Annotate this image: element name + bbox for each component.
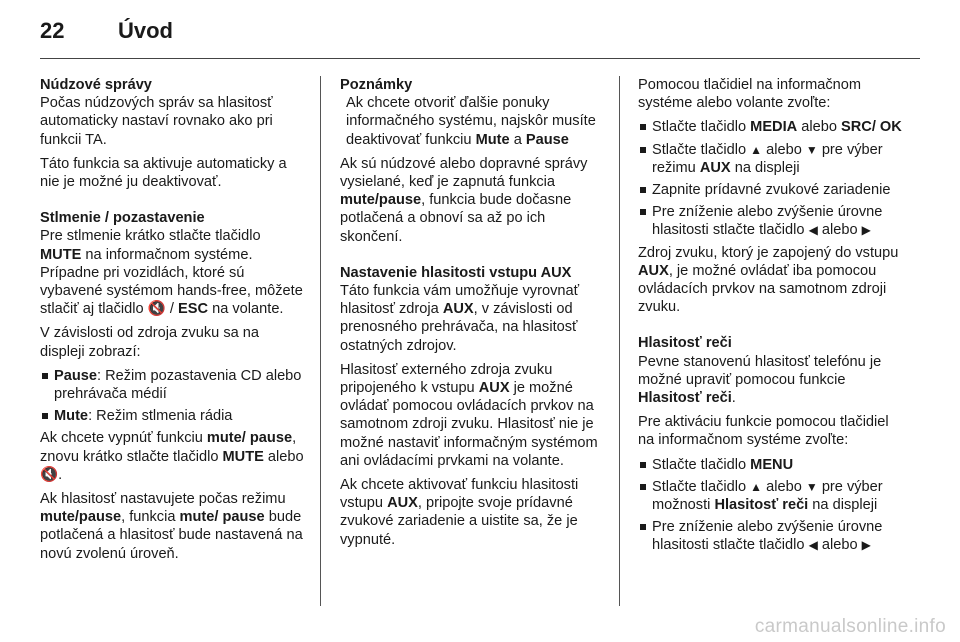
bullet-list: [638, 456, 904, 555]
column-right: [638, 76, 904, 559]
paragraph: V závislosti od zdroja zvuku sa na displeji zobrazí:: [40, 325, 260, 360]
list-item: Stlačte tlačidlo ▲ alebo ▼ pre výber režimu AUX na displeji: [638, 141, 904, 177]
column-divider: [619, 76, 620, 606]
section-heading-speech-volume: Hlasitosť reči: [638, 335, 732, 352]
list-item: Stlačte tlačidlo MENU: [638, 456, 904, 474]
column-middle: [340, 76, 606, 555]
paragraph: Táto funkcia vám umožňuje vyrovnať hlasitosť zdroja AUX, v závislosti od prenosného prehrávača, na hlasitosť ostatných zdrojov.: [340, 283, 580, 354]
paragraph: Hlasitosť externého zdroja zvuku pripojeného k vstupu AUX je možné ovládať pomocou ovládacích prvkov na samotnom zdroji zvuku. Hlasitosť nie je možné nastaviť informačným systémom ani ovládacími prvkami na volante.: [340, 361, 598, 469]
list-item: Zapnite prídavné zvukové zariadenie: [638, 181, 904, 199]
section-heading-mute: Stlmenie / pozastavenie: [40, 210, 205, 227]
bullet-list: [40, 367, 306, 426]
watermark: carmanualsonline.info: [754, 616, 946, 637]
paragraph: Ak sú núdzové alebo dopravné správy vysielané, keď je zapnutá funkcia mute/pause, funkcia bude dočasne potlačená a obnoví sa až po ich skončení.: [340, 155, 588, 245]
list-item: Stlačte tlačidlo ▲ alebo ▼ pre výber možnosti Hlasitosť reči na displeji: [638, 478, 904, 514]
paragraph: Počas núdzových správ sa hlasitosť automaticky nastaví rovnako ako pri funkcii TA.: [40, 95, 273, 148]
arrow-up-icon: ▲: [750, 142, 763, 157]
list-item: Mute: Režim stlmenia rádia: [40, 407, 306, 425]
column-left: [40, 76, 306, 569]
section-heading-emergency: Núdzové správy: [40, 77, 152, 93]
column-divider: [320, 76, 321, 606]
section-heading-aux-volume: Nastavenie hlasitosti vstupu AUX: [340, 264, 572, 281]
page-header: [40, 14, 920, 59]
list-item: Pre zníženie alebo zvýšenie úrovne hlasitosti stlačte tlačidlo ◀ alebo ▶: [638, 518, 904, 554]
list-item: Pause: Režim pozastavenia CD alebo prehrávača médií: [40, 367, 306, 403]
note-text: Ak chcete otvoriť ďalšie ponuky informačného systému, najskôr musíte deaktivovať funkciu Mute a Pause: [346, 95, 596, 148]
arrow-down-icon: ▼: [805, 479, 818, 494]
paragraph: Ak hlasitosť nastavujete počas režimu mute/pause, funkcia mute/ pause bude potlačená a hlasitosť bude nastavená na novú zvolenú úroveň.: [40, 491, 303, 562]
arrow-right-icon: ▶: [861, 538, 871, 553]
paragraph: Pevne stanovenú hlasitosť telefónu je možné upraviť pomocou funkcie Hlasitosť reči.: [638, 353, 882, 407]
arrow-left-icon: ◀: [808, 538, 818, 553]
note-box: [340, 76, 606, 149]
paragraph: Pomocou tlačidiel na informačnom systéme alebo volante zvoľte:: [638, 77, 862, 112]
page-number: 22: [40, 18, 65, 43]
bullet-list: [638, 118, 904, 239]
chapter-title: Úvod: [118, 18, 173, 43]
paragraph: Pre stlmenie krátko stlačte tlačidlo MUTE na informačnom systéme. Prípadne pri vozidlách, ktoré sú vybavené systémom hands-free, môžete stlačiť aj tlačidlo 🔇 / ESC na volante.: [40, 228, 303, 318]
paragraph: Táto funkcia sa aktivuje automaticky a nie je možné ju deaktivovať.: [40, 155, 287, 191]
arrow-up-icon: ▲: [750, 479, 763, 494]
paragraph: Zdroj zvuku, ktorý je zapojený do vstupu AUX, je možné ovládať iba pomocou ovládacích prvkov na samotnom zdroji zvuku.: [638, 244, 899, 316]
paragraph: Pre aktiváciu funkcie pomocou tlačidiel na informačnom systéme zvoľte:: [638, 414, 889, 449]
mute-icon: 🔇: [40, 466, 59, 483]
mute-icon: 🔇: [147, 301, 166, 318]
paragraph: Ak chcete aktivovať funkciu hlasitosti vstupu AUX, pripojte svoje prídavné zvukové zariadenie a uistite sa, že je vypnuté.: [340, 477, 579, 548]
arrow-right-icon: ▶: [861, 223, 871, 238]
arrow-left-icon: ◀: [808, 223, 818, 238]
arrow-down-icon: ▼: [805, 142, 818, 157]
note-heading: Poznámky: [340, 77, 413, 93]
paragraph: Ak chcete vypnúť funkciu mute/ pause, znovu krátko stlačte tlačidlo MUTE alebo 🔇.: [40, 430, 304, 483]
list-item: Pre zníženie alebo zvýšenie úrovne hlasitosti stlačte tlačidlo ◀ alebo ▶: [638, 203, 904, 239]
list-item: Stlačte tlačidlo MEDIA alebo SRC/ OK: [638, 118, 904, 136]
